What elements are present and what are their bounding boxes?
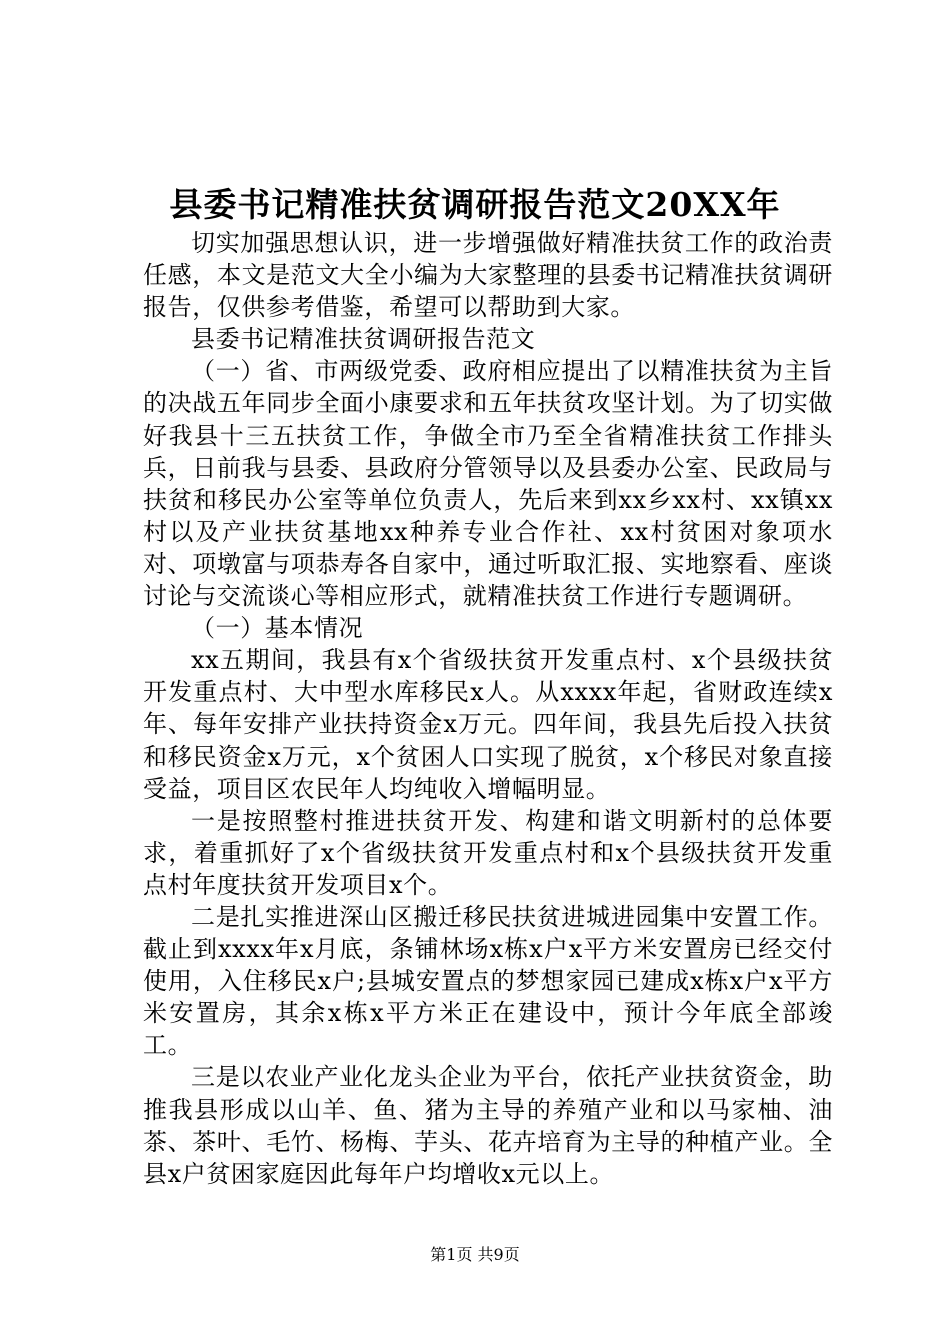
section-heading: （一）基本情况 — [191, 614, 364, 643]
page-number-footer: 第1页 共9页 — [430, 1245, 520, 1264]
document-body — [143, 227, 833, 1190]
subtitle-paragraph: 县委书记精准扶贫调研报告范文 — [191, 325, 536, 354]
body-paragraph: xx五期间，我县有x个省级扶贫开发重点村、x个县级扶贫开发重点村、大中型水库移民x人。从xxxx年起，省财政连续x年、每年安排产业扶持资金x万元。四年间，我县先后投入扶贫和移民资金x万元，x个贫困人口实现了脱贫，x个移民对象直接受益，项目区农民年人均纯收入增幅明显。 — [143, 646, 833, 803]
body-paragraph: 一是按照整村推进扶贫开发、构建和谐文明新村的总体要求，着重抓好了x个省级扶贫开发重点村和x个县级扶贫开发重点村年度扶贫开发项目x个。 — [143, 806, 833, 899]
body-paragraph: 三是以农业产业化龙头企业为平台，依托产业扶贫资金，助推我县形成以山羊、鱼、猪为主导的养殖产业和以马家柚、油茶、茶叶、毛竹、杨梅、芋头、花卉培育为主导的种植产业。全县x户贫困家庭因此每年户均增收x元以上。 — [143, 1063, 833, 1188]
body-paragraph: （一）省、市两级党委、政府相应提出了以精准扶贫为主旨的决战五年同步全面小康要求和五年扶贫攻坚计划。为了切实做好我县十三五扶贫工作，争做全市乃至全省精准扶贫工作排头兵，日前我与县委、县政府分管领导以及县委办公室、民政局与扶贫和移民办公室等单位负责人，先后来到xx乡xx村、xx镇xx村以及产业扶贫基地xx种养专业合作社、xx村贫困对象项水对、项墩富与项恭寿各自家中，通过听取汇报、实地察看、座谈讨论与交流谈心等相应形式，就精准扶贫工作进行专题调研。 — [143, 357, 833, 611]
document-title: 县委书记精准扶贫调研报告范文20XX年 — [169, 185, 781, 224]
intro-paragraph: 切实加强思想认识，进一步增强做好精准扶贫工作的政治责任感，本文是范文大全小编为大家整理的县委书记精准扶贫调研报告，仅供参考借鉴，希望可以帮助到大家。 — [143, 229, 833, 322]
body-paragraph: 二是扎实推进深山区搬迁移民扶贫进城进园集中安置工作。截止到xxxx年x月底，条铺林场x栋x户x平方米安置房已经交付使用，入住移民x户;县城安置点的梦想家园已建成x栋x户x平方米安置房，其余x栋x平方米正在建设中，预计今年底全部竣工。 — [143, 902, 833, 1060]
